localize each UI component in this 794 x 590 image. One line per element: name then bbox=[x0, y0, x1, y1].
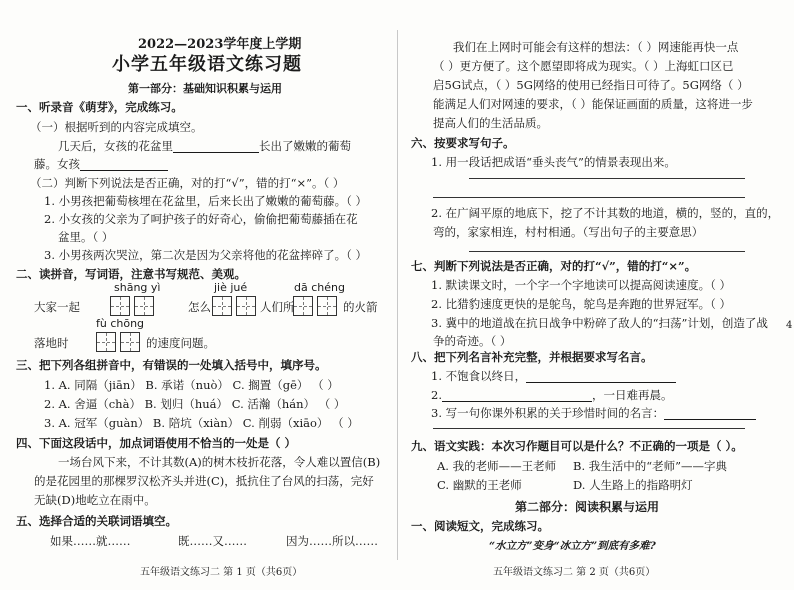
answer-line[interactable] bbox=[433, 197, 745, 198]
pinyin-4: fù chōng bbox=[96, 317, 145, 330]
conj-para-2: （ ）更方便了。这个愿望即将成为现实。（ ）上海虹口区已 bbox=[433, 59, 734, 73]
q3-row1: 1. A. 同隔（jiān） B. 承诺（nuò） C. 搁置（gē） （ ） bbox=[44, 378, 339, 392]
q7-item3: 3. 冀中的地道战在抗日战争中粉碎了敌人的“扫荡”计划，创造了战 bbox=[431, 316, 768, 330]
school-year: 2022—2023学年度上学期 bbox=[138, 37, 302, 52]
part2-heading: 第二部分：阅读积累与运用 bbox=[515, 500, 660, 514]
q1-title: 一、听录音《萌芽》，完成练习。 bbox=[16, 100, 183, 114]
writing-grid[interactable] bbox=[212, 296, 232, 316]
blank[interactable] bbox=[442, 390, 592, 402]
q4-para3: 无缺(D)地屹立在雨中。 bbox=[34, 493, 156, 507]
q8-item2: 2. ，一日难再晨。 bbox=[431, 388, 673, 402]
pinyin-3: dā chéng bbox=[294, 281, 345, 294]
q1-item3: 3. 小男孩两次哭泣，第二次是因为父亲将他的花盆摔碎了。（ ） bbox=[44, 248, 368, 262]
conj-1: 如果……就…… bbox=[50, 534, 131, 548]
pinyin-2: jiè jué bbox=[214, 281, 248, 294]
blank[interactable] bbox=[173, 141, 259, 153]
q1-s2-title: （二）判断下列说法是否正确，对的打“√”，错的打“×”。（ ） bbox=[30, 176, 345, 190]
writing-grid[interactable] bbox=[110, 296, 130, 316]
answer-line[interactable] bbox=[433, 428, 745, 429]
q1-s1-title: （一）根据听到的内容完成填空。 bbox=[30, 120, 203, 134]
q4-para1: 一场台风下来，不计其数(A)的树木枝折花落，令人难以置信(B) bbox=[58, 455, 381, 469]
q8-item3: 3. 写一句你课外积累的关于珍惜时间的名言： bbox=[431, 406, 756, 420]
q1-item1: 1. 小男孩把葡萄核埋在花盆里，后来长出了嫩嫩的葡萄藤。（ ） bbox=[44, 194, 368, 208]
conj-3: 因为……所以…… bbox=[286, 534, 378, 548]
q6-item2: 2. 在广阔平原的地底下，挖了不计其数的地道，横的，竖的，直的， bbox=[431, 206, 780, 220]
q1-s1-line1: 几天后，女孩的花盆里 长出了嫩嫩的葡萄 bbox=[58, 139, 351, 153]
q3-title: 三、把下列各组拼音中，有错误的一处填入括号中，填序号。 bbox=[16, 358, 327, 372]
q1-item2-cont: 盆里。（ ） bbox=[58, 230, 114, 244]
q6-item1: 1. 用一段话把成语“垂头丧气”的情景表现出来。 bbox=[431, 155, 676, 169]
blank[interactable] bbox=[526, 371, 676, 383]
q2-line1a: 大家一起 bbox=[34, 300, 80, 314]
blank[interactable] bbox=[664, 408, 756, 420]
conj-para-4: 能满足人们对网速的要求，（ ）能保证画面的质量，这将进一步 bbox=[433, 97, 753, 111]
passage-title: “水立方”变身“冰立方”到底有多难? bbox=[489, 540, 656, 552]
q6-item2-cont: 弯的，家家相连，村村相通。（写出句子的主要意思） bbox=[433, 225, 704, 239]
pinyin-1: shāng yì bbox=[114, 281, 161, 294]
writing-grid[interactable] bbox=[96, 332, 116, 352]
q9-title: 九、语文实践：本次习作题目可以是什么？不正确的一项是（ ）。 bbox=[411, 439, 743, 453]
q9-option-d[interactable]: D. 人生路上的指路明灯 bbox=[573, 478, 693, 492]
q2-line2a: 落地时 bbox=[34, 336, 69, 350]
q2-line1d: 的火箭 bbox=[343, 300, 378, 314]
margin-mark: 4 bbox=[786, 320, 793, 331]
q1-s1-line2: 藤。女孩 bbox=[34, 157, 168, 171]
exam-title: 小学五年级语文练习题 bbox=[112, 54, 302, 75]
writing-grid[interactable] bbox=[120, 332, 140, 352]
q2-line1c: 人们所 bbox=[260, 300, 295, 314]
q2-line1b: 怎么 bbox=[188, 300, 211, 314]
writing-grid[interactable] bbox=[293, 296, 313, 316]
writing-grid[interactable] bbox=[134, 296, 154, 316]
conj-para-3: 启5G试点，（ ）5G网络的使用已经指日可待了。5G网络（ ） bbox=[433, 78, 749, 92]
q3-row2: 2. A. 舍逼（chà） B. 划归（huá） C. 活瀚（hán） （ ） bbox=[44, 397, 346, 411]
q1-item2: 2. 小女孩的父亲为了呵护孩子的好奇心，偷偷把葡萄藤插在花 bbox=[44, 212, 358, 226]
part1-heading: 第一部分：基础知识积累与运用 bbox=[128, 82, 282, 95]
conj-para-1: 我们在上网时可能会有这样的想法：（ ）网速能再快一点 bbox=[453, 40, 739, 54]
q2-title: 二、读拼音，写词语，注意书写规范、美观。 bbox=[16, 267, 246, 281]
footer-page-1: 五年级语文练习二 第 1 页（共6页） bbox=[140, 567, 303, 578]
q7-item1: 1. 默读课文时，一个字一个字地读可以提高阅读速度。（ ） bbox=[431, 278, 732, 292]
reading-title: 一、阅读短文，完成练习。 bbox=[411, 519, 549, 533]
q7-title: 七、判断下列说法是否正确，对的打“√”，错的打“×”。 bbox=[411, 259, 697, 273]
conj-2: 既……又…… bbox=[178, 534, 247, 548]
q3-row3: 3. A. 冠军（guàn） B. 陪坑（xiàn） C. 削弱（xiāo） （ ） bbox=[44, 416, 359, 430]
conj-para-5: 提高人们的生活品质。 bbox=[433, 116, 548, 130]
q7-item2: 2. 比猎豹速度更快的是鸵鸟，鸵鸟是奔跑的世界冠军。（ ） bbox=[431, 297, 732, 311]
q7-item3-cont: 争的奇迹。（ ） bbox=[433, 334, 512, 348]
answer-line[interactable] bbox=[469, 251, 745, 252]
q4-title: 四、下面这段话中，加点词语使用不恰当的一处是（ ） bbox=[16, 436, 297, 450]
q9-option-c[interactable]: C. 幽默的王老师 bbox=[437, 478, 522, 492]
q8-item1: 1. 不饱食以终日， bbox=[431, 369, 676, 383]
footer-page-2: 五年级语文练习二 第 2 页（共6页） bbox=[493, 567, 656, 578]
q9-option-a[interactable]: A. 我的老师——王老师 bbox=[437, 459, 557, 473]
q8-title: 八、把下列名言补充完整，并根据要求写名言。 bbox=[411, 350, 653, 364]
writing-grid[interactable] bbox=[317, 296, 337, 316]
q4-para2: 的是花园里的那棵罗汉松齐头并进(C)，抵抗住了台风的扫荡，完好 bbox=[34, 474, 374, 488]
blank[interactable] bbox=[80, 159, 168, 171]
writing-grid[interactable] bbox=[236, 296, 256, 316]
answer-line[interactable] bbox=[469, 178, 745, 179]
q2-line2b: 的速度问题。 bbox=[146, 336, 215, 350]
q5-title: 五、选择合适的关联词语填空。 bbox=[16, 514, 177, 528]
q9-option-b[interactable]: B. 我生活中的“老师”——字典 bbox=[573, 459, 728, 473]
q6-title: 六、按要求写句子。 bbox=[411, 136, 515, 150]
page-2 bbox=[397, 0, 794, 590]
